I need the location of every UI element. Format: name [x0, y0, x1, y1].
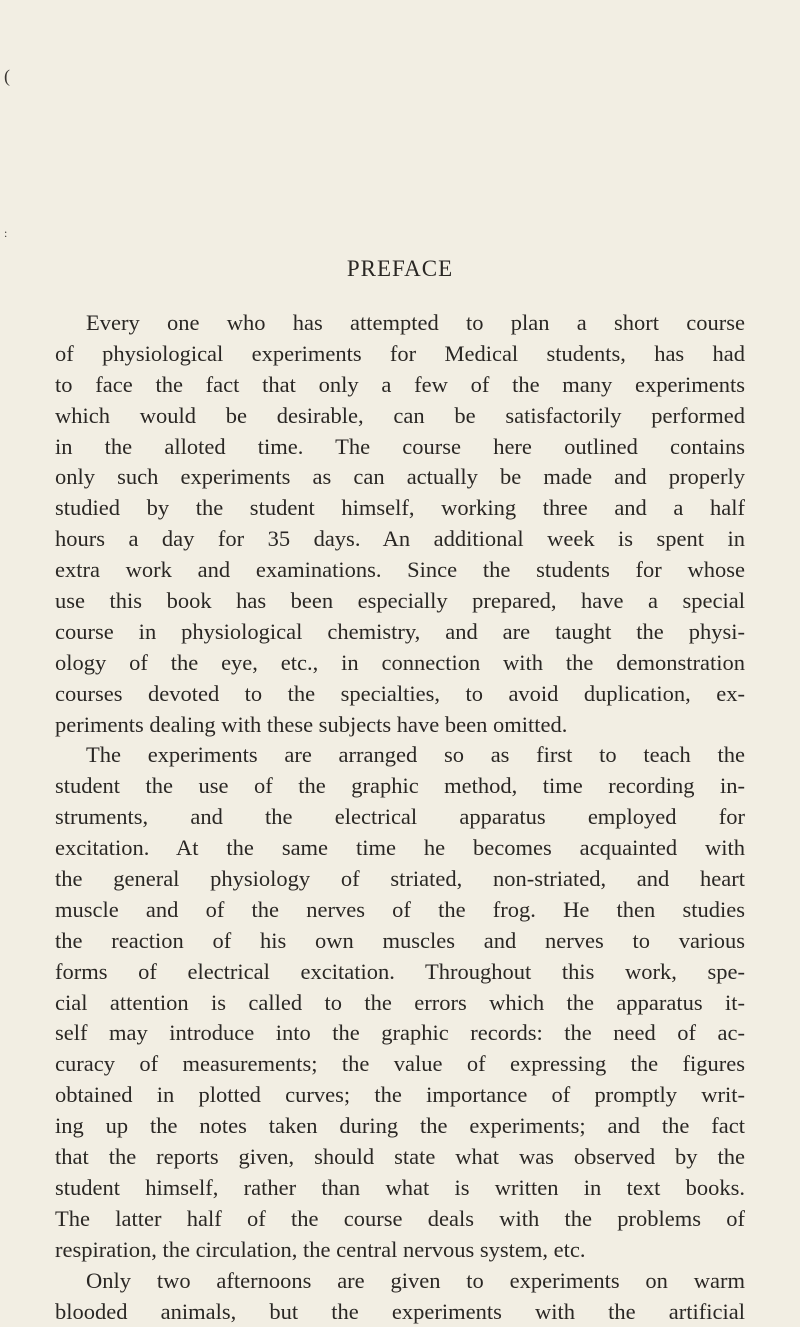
text-line: in the alloted time. The course here outlined contains [55, 432, 745, 463]
text-line: respiration, the circulation, the central nervous system, etc. [55, 1235, 745, 1266]
page-title: PREFACE [0, 256, 800, 282]
text-line: struments, and the electrical apparatus employed for [55, 802, 745, 833]
text-line: The latter half of the course deals with the problems of [55, 1204, 745, 1235]
text-line: of physiological experiments for Medical students, has had [55, 339, 745, 370]
text-line: extra work and examinations. Since the students for whose [55, 555, 745, 586]
text-line: the general physiology of striated, non-striated, and heart [55, 864, 745, 895]
text-line: Every one who has attempted to plan a short course [55, 308, 745, 339]
text-line: student himself, rather than what is written in text books. [55, 1173, 745, 1204]
text-line: Only two afternoons are given to experiments on warm [55, 1266, 745, 1297]
text-line: The experiments are arranged so as first to teach the [55, 740, 745, 771]
text-line: student the use of the graphic method, time recording in- [55, 771, 745, 802]
text-line: blooded animals, but the experiments with the artificial [55, 1297, 745, 1327]
text-line: to face the fact that only a few of the many experiments [55, 370, 745, 401]
text-line: forms of electrical excitation. Throughout this work, spe- [55, 957, 745, 988]
preface-body [55, 308, 745, 1327]
margin-mark: ( [4, 66, 10, 87]
text-line: that the reports given, should state what was observed by the [55, 1142, 745, 1173]
text-line: which would be desirable, can be satisfactorily performed [55, 401, 745, 432]
text-line: hours a day for 35 days. An additional week is spent in [55, 524, 745, 555]
text-line: course in physiological chemistry, and are taught the physi- [55, 617, 745, 648]
text-line: periments dealing with these subjects have been omitted. [55, 710, 745, 741]
text-line: only such experiments as can actually be made and properly [55, 462, 745, 493]
text-line: curacy of measurements; the value of expressing the figures [55, 1049, 745, 1080]
text-line: courses devoted to the specialties, to avoid duplication, ex- [55, 679, 745, 710]
text-line: studied by the student himself, working three and a half [55, 493, 745, 524]
text-line: obtained in plotted curves; the importance of promptly writ- [55, 1080, 745, 1111]
text-line: ology of the eye, etc., in connection with the demonstration [55, 648, 745, 679]
text-line: muscle and of the nerves of the frog. He then studies [55, 895, 745, 926]
text-line: use this book has been especially prepared, have a special [55, 586, 745, 617]
text-line: ing up the notes taken during the experiments; and the fact [55, 1111, 745, 1142]
margin-mark: : [4, 226, 7, 241]
text-line: self may introduce into the graphic records: the need of ac- [55, 1018, 745, 1049]
text-line: cial attention is called to the errors which the apparatus it- [55, 988, 745, 1019]
text-line: excitation. At the same time he becomes acquainted with [55, 833, 745, 864]
text-line: the reaction of his own muscles and nerves to various [55, 926, 745, 957]
